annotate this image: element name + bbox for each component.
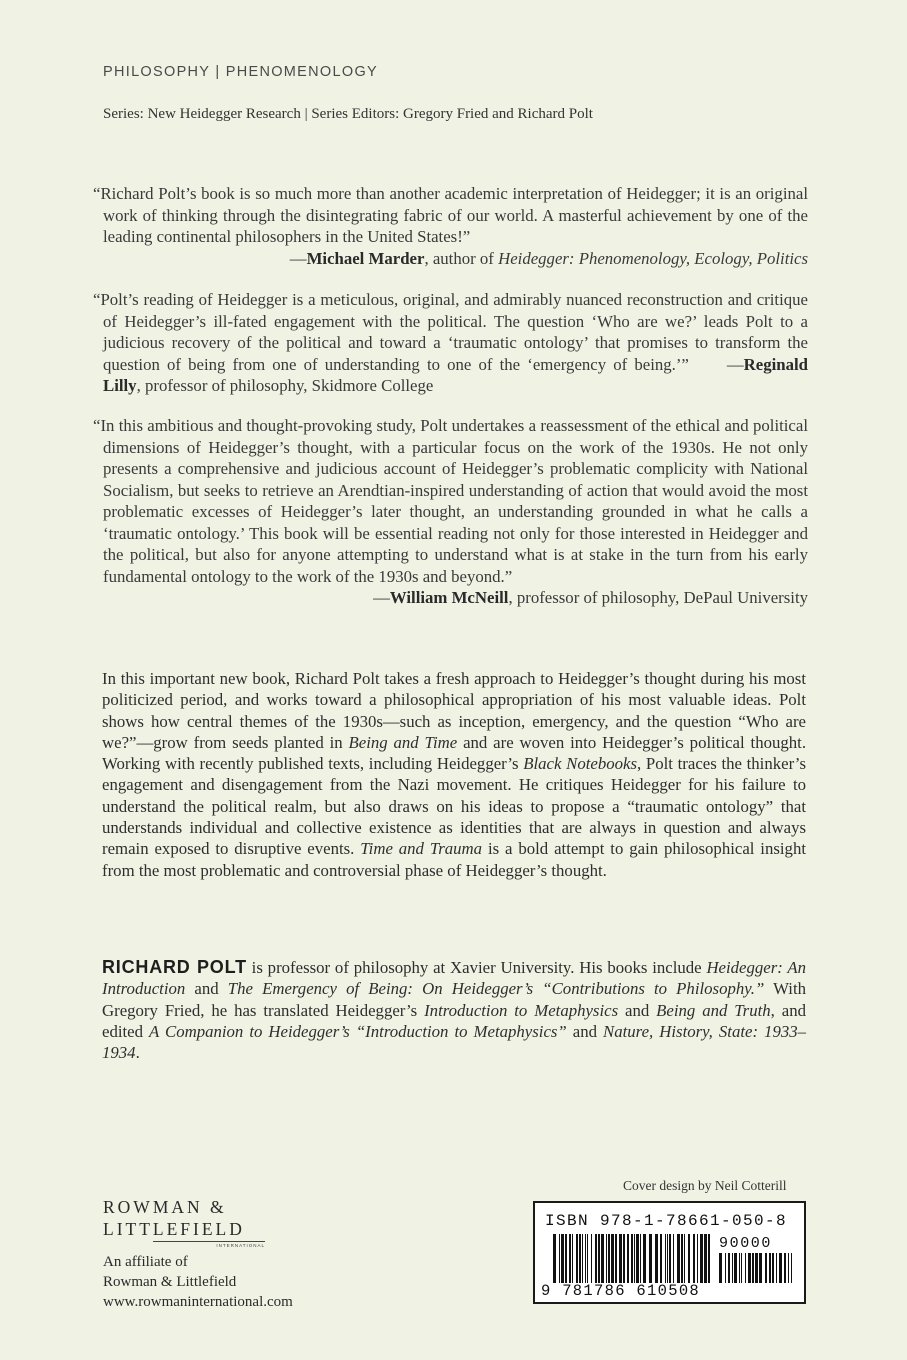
barcode-bar [559,1234,560,1283]
barcode-bar [719,1253,722,1283]
logo-line-1: ROWMAN & [103,1197,227,1217]
barcode-bar [587,1234,588,1283]
barcode-bar [784,1253,786,1283]
logo-international: INTERNATIONAL [153,1241,265,1248]
quote-author: Reginald Lilly [103,354,808,395]
barcode-bar [788,1253,789,1283]
barcode-bar [598,1234,600,1283]
quote-text: “Polt’s reading of Heidegger is a meticulous, original, and admirably nuanced reconstruction and critique of Heidegger’s ill-fated engagement with the political. The question ‘Who are we?’ leads Polt to a judicious recovery of the political and toward a ‘traumatic ontology’ that promises to transform the question of being from one of understanding to one of the ‘emergency of being.’” —Reginald Lilly, professor of philosophy, Skidmore College [93,290,808,395]
category-label: PHILOSOPHY | PHENOMENOLOGY [103,64,378,80]
barcode-bar [623,1234,625,1283]
series-info: Series: New Heidegger Research | Series Editors: Gregory Fried and Richard Polt [103,106,593,122]
author-bio: RICHARD POLT is professor of philosophy at Xavier University. His books include Heidegger: An Introduction and The Emergency of Being: On Heidegger’s “Contributions to Philosophy.” With Gregory Fried, he has translated Heidegger’s Introduction to Metaphysics and Being and Truth, and edited A Companion to Heidegger’s “Introduction to Metaphysics” and Nature, History, State: 1933–1934. [102,957,807,1063]
barcode-bar [615,1234,617,1283]
barcode-bar [561,1234,564,1283]
endorsement-quote-3 [93,415,808,609]
barcode-bar [667,1234,668,1283]
barcode-bar [640,1234,641,1283]
barcode-bar [769,1253,771,1283]
barcode-bar [665,1234,666,1283]
barcode-bar [582,1234,583,1283]
quote-author: Michael Marder [306,248,425,268]
author-name: RICHARD POLT [102,957,247,977]
barcode-bar [684,1234,685,1283]
barcode-bar [681,1234,683,1283]
barcode-bar [688,1234,690,1283]
quote-text: “In this ambitious and thought-provoking study, Polt undertakes a reassessment of the ethical and political dimensions of Heidegger’s thought, with a particular focus on the work of the 1930s. He not only presents a comprehensive and judicious account of Heidegger’s problematic complicity with National Socialism, but seeks to retrieve an Arendtian-inspired understanding of action that would avoid the most problematic excesses of Heidegger’s later thought, an understanding grounded in what he calls a ‘traumatic ontology.’ This book will be essential reading not only for those interested in Heidegger and the political, but also for anyone attempting to understand what is at stake in the turn from his early fundamental ontology to the work of the 1930s and beyond.” [93,416,808,586]
barcode-bar [755,1253,758,1283]
quote-attribution: —William McNeill, professor of philosophy, DePaul University [373,588,808,607]
barcode-bar [745,1253,746,1283]
barcode-bar [636,1234,639,1283]
barcode-bar [569,1234,571,1283]
quote-author: William McNeill [389,588,509,607]
barcode-bar [693,1234,695,1283]
barcode-bar [565,1234,567,1283]
barcode-bar [631,1234,633,1283]
barcode-bar [585,1234,586,1283]
book-description: In this important new book, Richard Polt takes a fresh approach to Heidegger’s thought during his most politicized period, and works toward a philosophical appropriation of his most valuable ideas. Polt shows how central themes of the 1930s—such as inception, emergency, and the question “Who are we?”—grow from seeds planted in Being and Time and are woven into Heidegger’s political thought. Working with recently published texts, including Heidegger’s Black Notebooks, Polt traces the thinker’s engagement and disengagement from the Nazi movement. He critiques Heidegger for his failure to understand the political realm, but also draws on his ideas to propose a “traumatic ontology” that understands individual and collective existence as identities that are always in question and always remain exposed to disruptive events. Time and Trauma is a bold attempt to gain philosophical insight from the most problematic and controversial phase of Heidegger’s thought. [102,669,807,880]
affiliate-line: An affiliate of [103,1254,188,1270]
barcode-bar [732,1253,733,1283]
isbn-label: ISBN 978-1-78661-050-8 [545,1212,788,1230]
barcode-bar [752,1253,754,1283]
barcode-bar [677,1234,680,1283]
barcode-bar [606,1234,607,1283]
barcode-bar [660,1234,662,1283]
barcode-bar [708,1234,710,1283]
barcode-bar [601,1234,604,1283]
barcode-bar [611,1234,614,1283]
quote-attribution: —Reginald Lilly, professor of philosophy, Skidmore College [103,354,808,395]
barcode-bar [748,1253,751,1283]
barcode-bar [572,1234,573,1283]
publisher-logo [103,1196,278,1248]
barcode-bar [619,1234,622,1283]
barcode-bar [595,1234,597,1283]
barcode-bar [772,1253,774,1283]
barcode-bar [649,1234,652,1283]
affiliate-parent: Rowman & Littlefield [103,1274,237,1290]
endorsement-quote-2 [93,289,808,397]
quote-text: “Richard Polt’s book is so much more than another academic interpretation of Heidegger; it is an original work of thinking through the disintegrating fabric of our world. A masterful achievement by one of the leading continental philosophers in the United States!” [93,184,808,246]
barcode-bar [741,1253,742,1283]
quote-attribution: —Michael Marder, author of Heidegger: Phenomenology, Ecology, Politics [289,248,808,268]
barcode-bar [734,1253,737,1283]
barcode-bar [739,1253,740,1283]
barcode-bar [643,1234,646,1283]
isbn-barcode [533,1201,806,1304]
barcode-bar [791,1253,792,1283]
barcode-bar [669,1234,671,1283]
logo-line-2: LITTLEFIELD [103,1219,245,1239]
barcode-bar [673,1234,674,1283]
barcode-bar [579,1234,581,1283]
barcode-bar [779,1253,782,1283]
barcode-bar [700,1234,703,1283]
barcode-bar [576,1234,578,1283]
barcode-bar [725,1253,726,1283]
endorsement-quote-1 [93,183,808,269]
barcode-bar [759,1253,762,1283]
barcode-bar [627,1234,629,1283]
barcode-bar [704,1234,707,1283]
cover-credit: Cover design by Neil Cotterill [623,1178,787,1193]
barcode-bar [553,1234,556,1283]
barcode-bar [591,1234,592,1283]
barcode-bar [655,1234,658,1283]
barcode-bar [776,1253,777,1283]
barcode-digits: 9 781786 610508 [541,1282,701,1300]
publisher-website: www.rowmaninternational.com [103,1294,293,1310]
quote-affiliation-title: Heidegger: Phenomenology, Ecology, Politics [498,248,808,268]
barcode-bar [608,1234,610,1283]
barcode-bar [697,1234,698,1283]
barcode-bar [634,1234,635,1283]
barcode-bar [728,1253,730,1283]
barcode-bar [765,1253,767,1283]
price-code: 90000 [719,1235,773,1252]
publisher-affiliate [103,1252,293,1312]
